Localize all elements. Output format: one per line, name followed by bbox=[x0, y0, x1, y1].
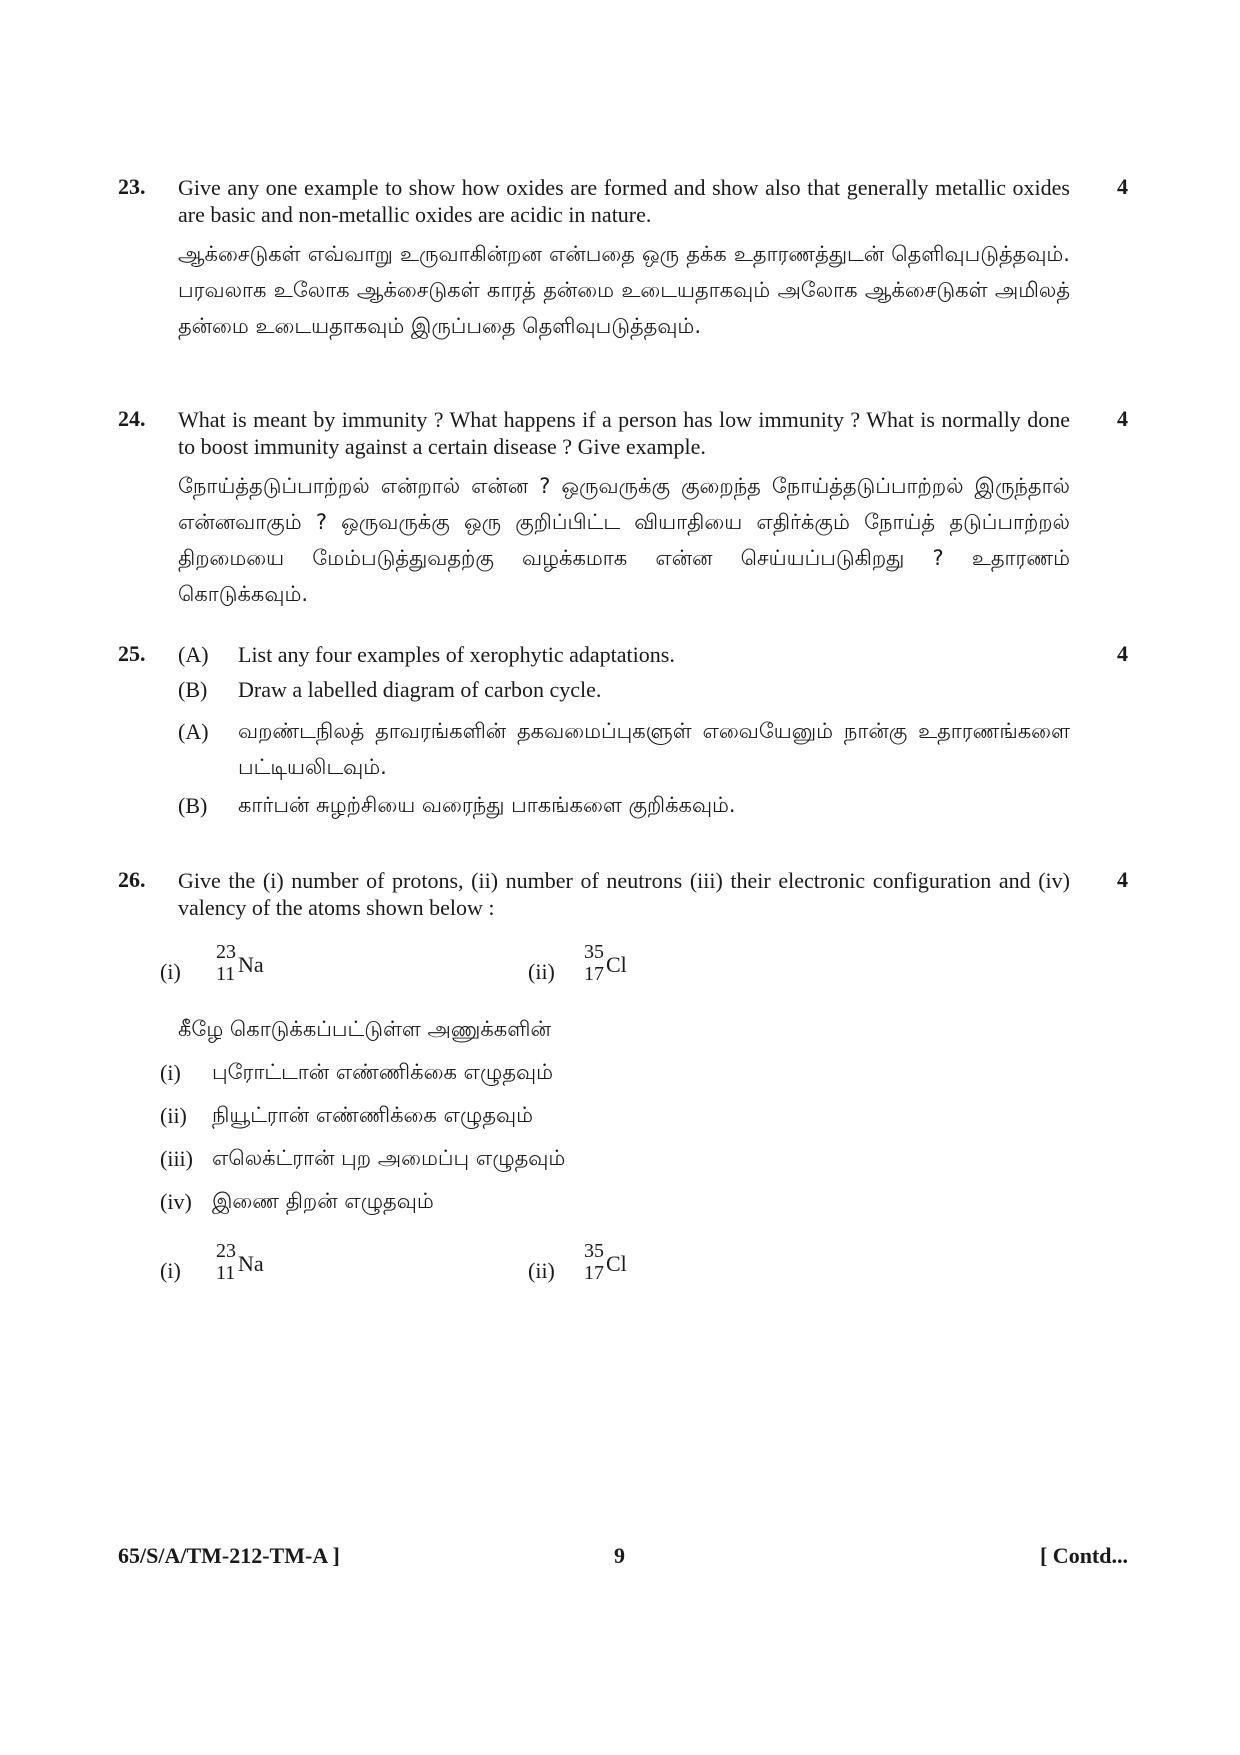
item-text: புரோட்டான் எண்ணிக்கை எழுதவும் bbox=[212, 1060, 554, 1084]
question-text-english: Give any one example to show how oxides are formed and show also that generally metallic oxides are basic and non-metallic oxides are acidic in nature. bbox=[178, 175, 1070, 227]
subquestion-text: Draw a labelled diagram of carbon cycle. bbox=[238, 677, 602, 702]
mass-number: 23 bbox=[216, 1240, 236, 1262]
question-number: 23. bbox=[118, 174, 146, 199]
item-label: (iii) bbox=[160, 1146, 193, 1171]
atomic-number: 11 bbox=[216, 963, 236, 985]
item-text: இணை திறன் எழுதவும் bbox=[212, 1189, 434, 1213]
item-label: (ii) bbox=[160, 1103, 187, 1128]
mass-number: 35 bbox=[584, 1240, 604, 1262]
isotope-label: (ii) bbox=[528, 1258, 555, 1283]
item-text: நியூட்ரான் எண்ணிக்கை எழுதவும் bbox=[212, 1103, 534, 1127]
atomic-number: 17 bbox=[584, 1262, 604, 1284]
isotope-label: (ii) bbox=[528, 959, 555, 984]
subquestion-label: (B) bbox=[178, 793, 208, 818]
subquestion-text: வறண்டநிலத் தாவரங்களின் தகவமைப்புகளுள் எவையேனும் நான்கு உதாரணங்களை பட்டியலிடவும். bbox=[238, 719, 1070, 779]
question-text-english: Give the (i) number of protons, (ii) number of neutrons (iii) their electronic configuration and (iv) valency of the atoms shown below : bbox=[178, 868, 1070, 920]
question-text-tamil: நோய்த்தடுப்பாற்றல் என்றால் என்ன ? ஒருவருக்கு குறைந்த நோய்த்தடுப்பாற்றல் இருந்தால் என்னவாகும் ? ஒருவருக்கு ஒரு குறிப்பிட்ட வியாதியை எதிர்க்கும் நோய்த் தடுப்பாற்றல் திறமையை மேம்படுத்துவதற்கு வழக்கமாக என்ன செய்யப்படுகிறது ? உதாரணம் கொடுக்கவும். bbox=[178, 474, 1070, 606]
item-label: (iv) bbox=[160, 1189, 192, 1214]
question-text-english: What is meant by immunity ? What happens if a person has low immunity ? What is normally done to boost immunity against a certain disease ? Give example. bbox=[178, 407, 1070, 459]
page-number: 9 bbox=[614, 1543, 625, 1568]
subquestion-text: கார்பன் சுழற்சியை வரைந்து பாகங்களை குறிக்கவும். bbox=[238, 793, 736, 817]
element-symbol: Cl bbox=[606, 1251, 627, 1276]
atomic-number: 17 bbox=[584, 963, 604, 985]
question-number: 24. bbox=[118, 406, 146, 431]
continued-note: [ Contd... bbox=[1039, 1543, 1128, 1568]
element-symbol: Cl bbox=[606, 952, 627, 977]
element-symbol: Na bbox=[238, 1251, 264, 1276]
subquestion-text: List any four examples of xerophytic adaptations. bbox=[238, 642, 675, 667]
question-marks: 4 bbox=[1117, 641, 1128, 666]
subquestion-label: (A) bbox=[178, 719, 209, 744]
subquestion-label: (B) bbox=[178, 677, 208, 702]
item-text: எலெக்ட்ரான் புற அமைப்பு எழுதவும் bbox=[212, 1146, 566, 1170]
atomic-number: 11 bbox=[216, 1262, 236, 1284]
question-text-tamil: ஆக்சைடுகள் எவ்வாறு உருவாகின்றன என்பதை ஒரு தக்க உதாரணத்துடன் தெளிவுபடுத்தவும். பரவலாக உலோக ஆக்சைடுகள் காரத் தன்மை உடையதாகவும் அலோக ஆக்சைடுகள் அமிலத் தன்மை உடையதாகவும் இருப்பதை தெளிவுபடுத்தவும். bbox=[178, 242, 1070, 338]
paper-code: 65/S/A/TM-212-TM-A ] bbox=[118, 1543, 340, 1568]
question-marks: 4 bbox=[1117, 406, 1128, 431]
question-number: 25. bbox=[118, 641, 146, 666]
element-symbol: Na bbox=[238, 952, 264, 977]
question-marks: 4 bbox=[1117, 867, 1128, 892]
isotope-label: (i) bbox=[160, 959, 181, 984]
mass-number: 35 bbox=[584, 941, 604, 963]
isotope-label: (i) bbox=[160, 1258, 181, 1283]
mass-number: 23 bbox=[216, 941, 236, 963]
item-label: (i) bbox=[160, 1060, 181, 1085]
subquestion-label: (A) bbox=[178, 642, 209, 667]
question-marks: 4 bbox=[1117, 174, 1128, 199]
tamil-intro: கீழே கொடுக்கப்பட்டுள்ள அணுக்களின் bbox=[178, 1017, 551, 1041]
question-number: 26. bbox=[118, 867, 146, 892]
